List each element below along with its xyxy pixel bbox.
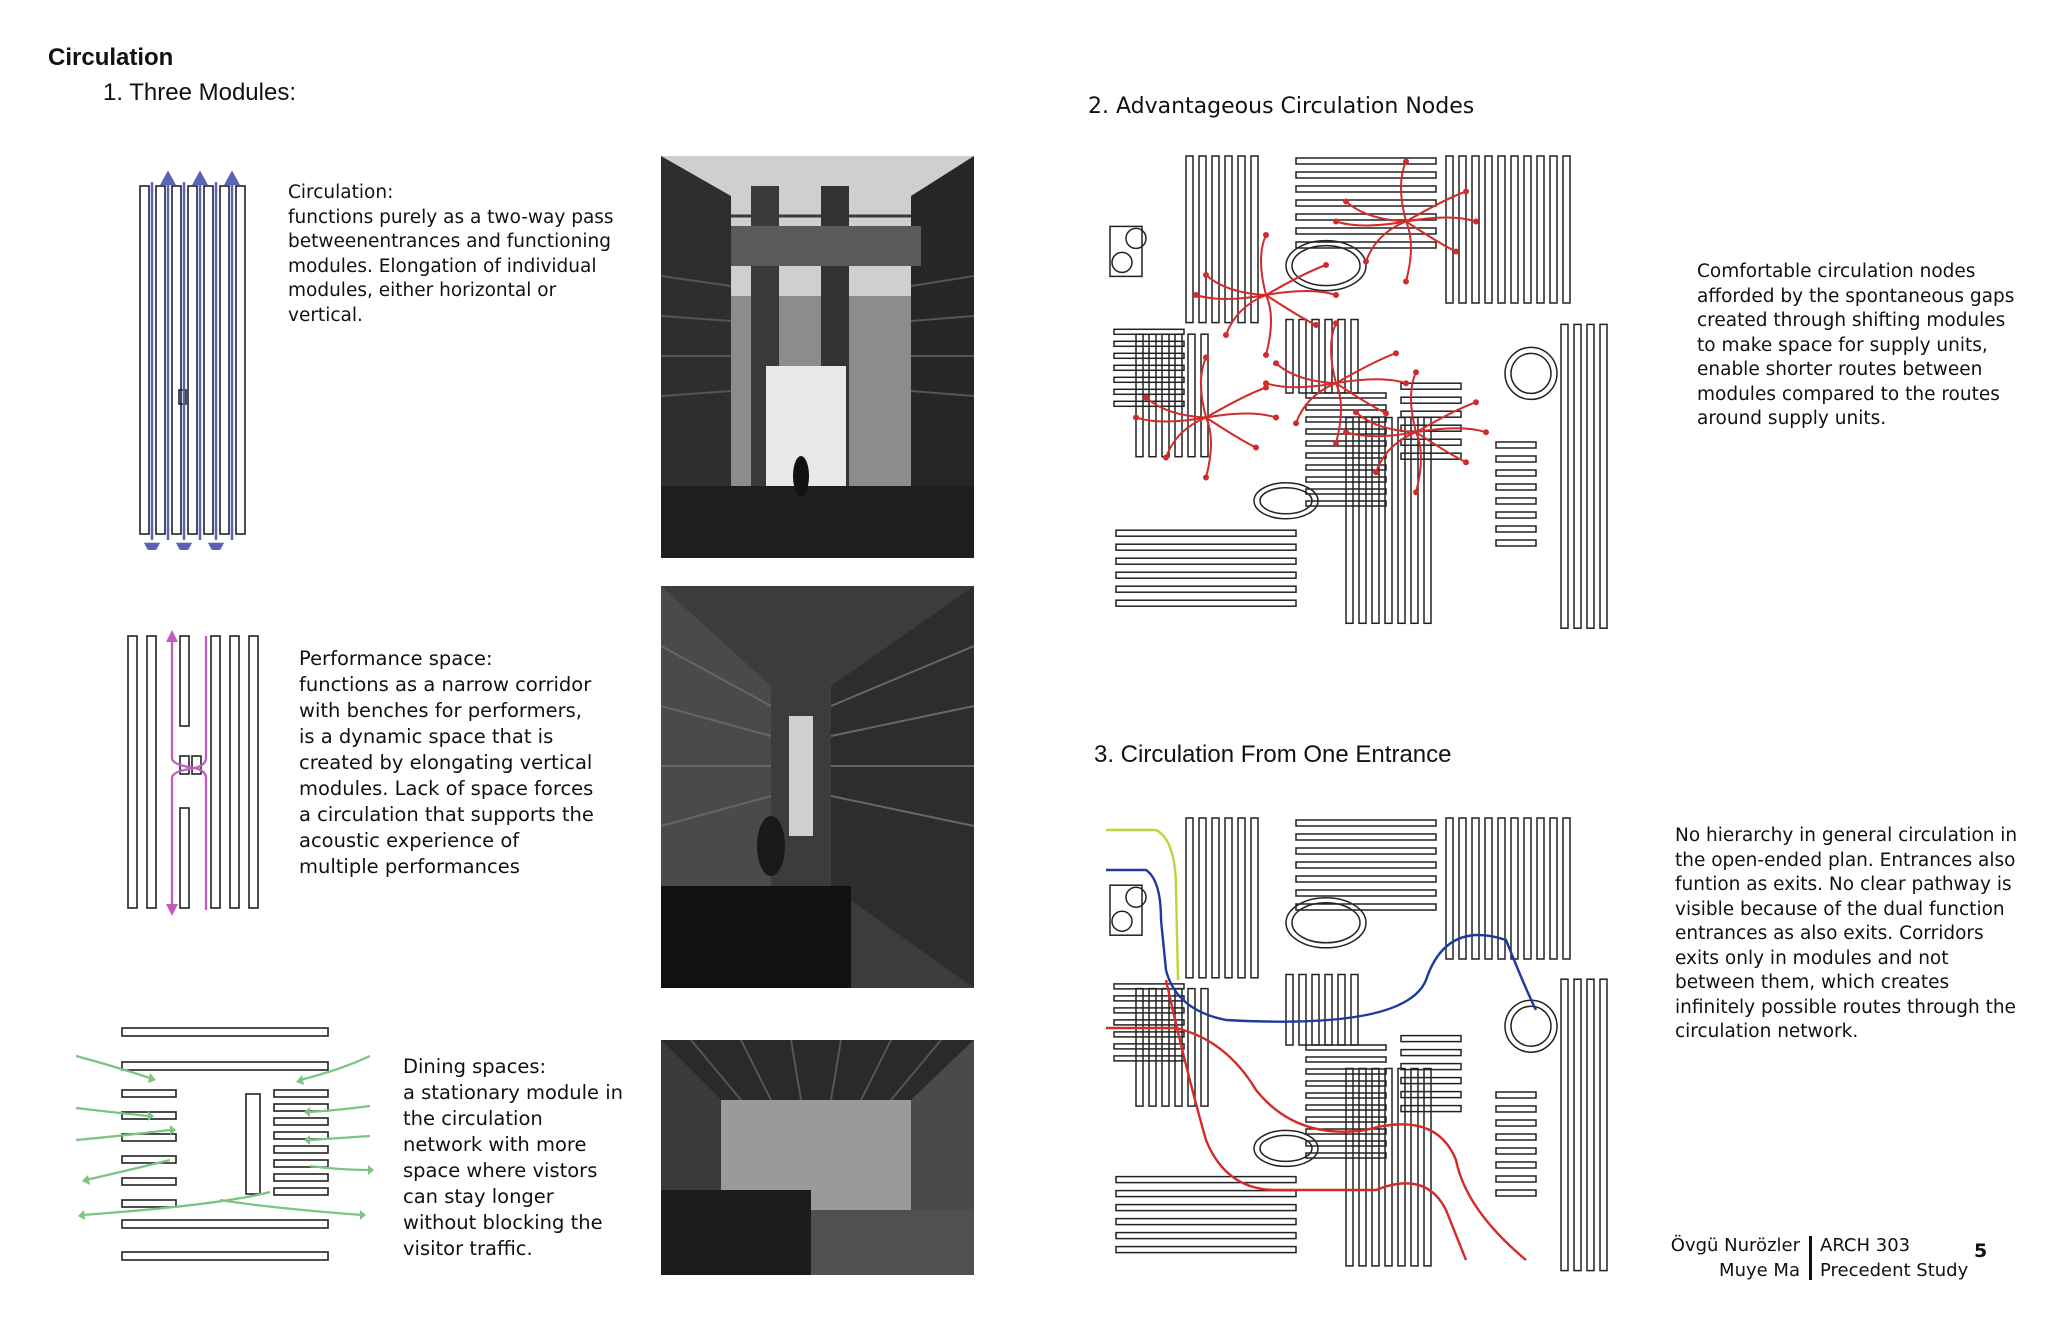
course-code: ARCH 303 <box>1820 1235 1911 1256</box>
module-1-text <box>288 181 618 328</box>
page-number: 5 <box>1974 1240 1988 1262</box>
performance-module-diagram <box>120 628 270 918</box>
page-title: Circulation <box>48 44 174 71</box>
entrance-plan-diagram <box>1106 810 1636 1280</box>
nodes-plan-diagram <box>1106 148 1636 638</box>
photo-circulation-corridor <box>661 156 974 558</box>
authors <box>1600 1233 1800 1283</box>
course-subject: Precedent Study <box>1820 1260 1969 1281</box>
author-1: Övgü Nurözler <box>1670 1235 1800 1256</box>
circulation-module-diagram <box>130 170 250 550</box>
module-2-heading: Performance space: <box>299 647 493 670</box>
module-2-text <box>299 646 599 880</box>
dining-module-diagram <box>70 1020 380 1270</box>
section-1-heading: 1. Three Modules: <box>103 79 296 106</box>
footer-divider <box>1809 1236 1812 1280</box>
nodes-description: Comfortable circulation nodes afforded by the spontaneous gaps created through shifting modules to make space for supply units, enable shorter routes between modules compared to the routes around supply units. <box>1697 261 2015 429</box>
module-3-heading: Dining spaces: <box>403 1055 547 1078</box>
author-2: Muye Ma <box>1719 1260 1800 1281</box>
module-1-heading: Circulation: <box>288 182 394 203</box>
module-1-body: functions purely as a two-way pass betweenentrances and functioning modules. Elongation of individual modules, either horizontal or vertical. <box>288 206 614 326</box>
module-2-body: functions as a narrow corridor with benches for performers, is a dynamic space that is created by elongating vertical modules. Lack of space forces a circulation that supports the acoustic experience of multiple performances <box>299 673 594 878</box>
photo-performance-space <box>661 586 974 988</box>
module-3-text <box>403 1054 623 1262</box>
section-2-heading: 2. Advantageous Circulation Nodes <box>1088 94 1475 119</box>
entrance-description: No hierarchy in general circulation in the open-ended plan. Entrances also funtion as exits. No clear pathway is visible because of the dual function entrances as also exits. Corridors exits only in modules and not between them, which creates infinitely possible routes through the circulation network. <box>1675 825 2018 1042</box>
course-info <box>1820 1233 1980 1283</box>
module-3-body: a stationary module in the circulation network with more space where vistors can stay longer without blocking the visitor traffic. <box>403 1081 624 1260</box>
photo-dining-space <box>661 1040 974 1275</box>
section-3-heading: 3. Circulation From One Entrance <box>1094 741 1452 768</box>
